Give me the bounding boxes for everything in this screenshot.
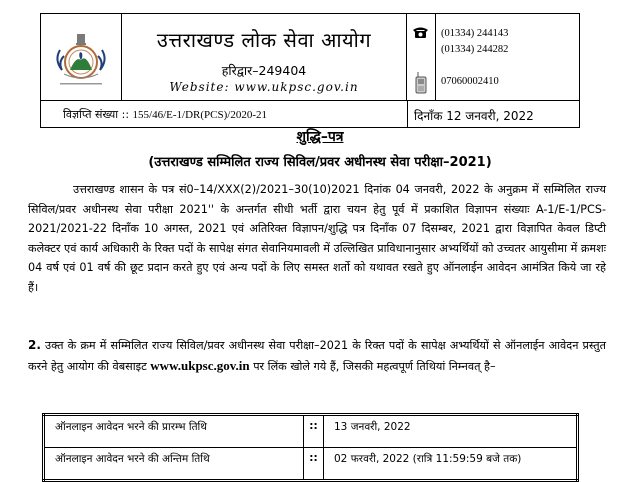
reference-row bbox=[41, 100, 579, 128]
contact-icons-cell bbox=[407, 14, 436, 100]
date-label: ऑनलाइन आवेदन भरने की अन्तिम तिथि bbox=[44, 448, 304, 481]
document-title: शुद्धि–पत्र bbox=[296, 129, 344, 145]
phone-number: (01334) 244143 bbox=[441, 28, 509, 39]
table-row bbox=[44, 415, 578, 448]
telephone-icon bbox=[412, 26, 429, 38]
paragraph-text: उक्त के क्रम में सम्मिलित राज्य सिविल/प्रवर अधीनस्थ सेवा परीक्षा–2021 के रिक्त पदों के सापेक्ष अभ्यर्थियों से ऑनलाईन आवेदन प्रस्तुत करने हेतु आयोग की वेबसाइट bbox=[28, 339, 606, 373]
date-value: 02 फरवरी, 2022 (रात्रि 11:59:59 बजे तक) bbox=[324, 448, 578, 481]
letterhead bbox=[40, 13, 580, 128]
important-dates-table bbox=[42, 413, 579, 482]
date-label: ऑनलाइन आवेदन भरने की प्रारम्भ तिथि bbox=[44, 415, 304, 448]
notice-date-cell bbox=[407, 101, 579, 128]
commission-emblem-icon bbox=[50, 26, 112, 88]
paragraph-1: उत्तराखण्ड शासन के पत्र सं0–14/XXX(2)/2021–30(10)2021 दिनांक 04 जनवरी, 2022 के अनुक्रम में सम्मिलित राज्य सिविल/प्रवर अधीनस्थ सेवा परीक्षा 2021'' के अन्तर्गत सीधी भर्ती द्वारा चयन हेतु पूर्व में प्रकाशित विज्ञापन संख्याः A-1/E-1/PCS-2021/2021-22 दिनाँक 10 अगस्त, 2021 एवं अतिरिक्त विज्ञापन/शुद्धि पत्र दिनाँक 07 दिसम्बर, 2021 द्वारा विज्ञापित केवल डिप्टी कलेक्टर एवं कार्य अधिकारी के रिक्त पदों के सापेक्ष संगत सेवानियमावली में उल्लिखित प्राविधानानुसार अभ्यर्थियों को उच्चतर आयुसीमा में क्रमशः 04 वर्ष एवं 01 वर्ष की छूट प्रदान करते हुए एवं अन्य पदों के लिए समस्त शर्तो को यथावत रखते हुए ऑनलाईन आवेदन आमंत्रित किये जा रहे हैं। bbox=[28, 183, 606, 294]
separator: :: bbox=[304, 415, 324, 448]
notice-number bbox=[63, 107, 267, 122]
table-row bbox=[44, 448, 578, 481]
paragraph-2 bbox=[28, 336, 606, 376]
org-website: Website: www.ukpsc.gov.in bbox=[169, 80, 359, 94]
notice-date: दिनाँक 12 जनवरी, 2022 bbox=[414, 109, 534, 123]
notice-number-label: विज्ञप्ति संख्या :: bbox=[63, 108, 130, 121]
date-value: 13 जनवरी, 2022 bbox=[324, 415, 578, 448]
logo-cell bbox=[41, 14, 122, 100]
org-city: हरिद्वार–249404 bbox=[221, 63, 307, 78]
document-subtitle: (उत्तराखण्ड सम्मिलित राज्य सिविल/प्रवर अधीनस्थ सेवा परीक्षा–2021) bbox=[148, 155, 492, 170]
org-name: उत्तराखण्ड लोक सेवा आयोग bbox=[156, 28, 372, 52]
mobile-phone-icon bbox=[415, 72, 427, 94]
paragraph-number: 2. bbox=[28, 338, 41, 352]
org-title-cell bbox=[122, 14, 407, 100]
phone-number: (01334) 244282 bbox=[441, 44, 509, 55]
paragraph-text: पर लिंक खोले गये हैं, जिसकी महत्वपूर्ण तिथियां निम्नवत् है– bbox=[249, 359, 496, 373]
website-link[interactable]: www.ukpsc.gov.in bbox=[150, 357, 250, 373]
mobile-number: 07060002410 bbox=[441, 76, 499, 87]
separator: :: bbox=[304, 448, 324, 481]
phone-numbers-cell bbox=[436, 14, 579, 100]
notice-number-value: 155/46/E-1/DR(PCS)/2020-21 bbox=[132, 109, 267, 121]
